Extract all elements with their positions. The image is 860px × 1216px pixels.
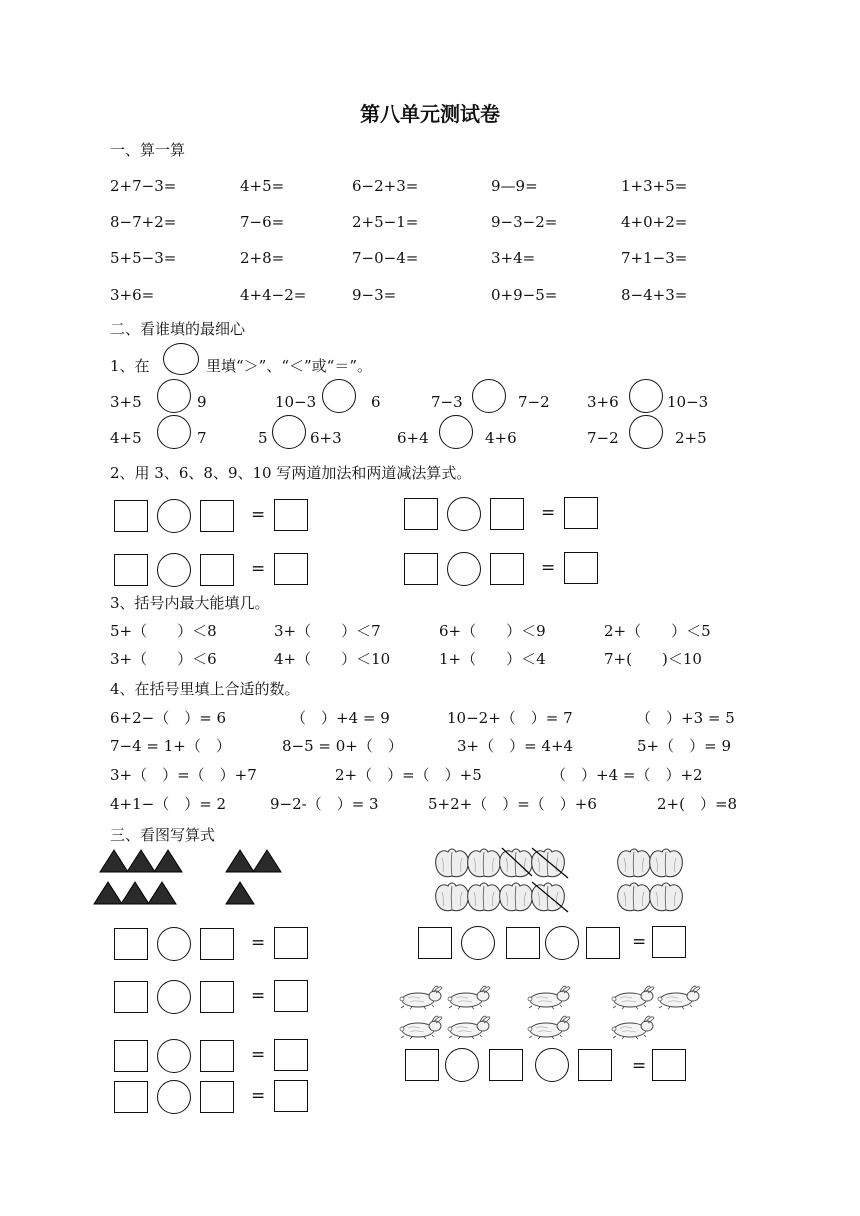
rabbit-icon (528, 1016, 570, 1039)
equals-sign: = (251, 559, 266, 579)
answer-box[interactable] (114, 981, 148, 1013)
comparison-right: 7−2 (518, 393, 550, 411)
section-2-heading: 二、看谁填的最细心 (110, 320, 246, 338)
compare-circle[interactable] (322, 379, 356, 413)
answer-box[interactable] (506, 927, 540, 959)
triangle-icon (100, 850, 128, 872)
answer-box[interactable] (200, 500, 234, 532)
answer-box[interactable] (114, 1081, 148, 1113)
comparison-right: 9 (197, 393, 207, 411)
answer-box[interactable] (578, 1049, 612, 1081)
triangle-icon (94, 882, 122, 904)
operator-circle[interactable] (157, 1039, 191, 1073)
arithmetic-item: 7+1−3= (621, 249, 688, 267)
answer-box[interactable] (652, 926, 686, 958)
compare-circle[interactable] (157, 379, 191, 413)
operator-circle[interactable] (545, 926, 579, 960)
q4-item: 4+1−（ ）= 2 (110, 795, 227, 813)
triangle-icon (121, 882, 149, 904)
compare-circle[interactable] (472, 379, 506, 413)
q4-item: 5+（ ）= 9 (637, 737, 731, 755)
peach-icon (618, 849, 651, 877)
triangles-picture (90, 848, 290, 910)
arithmetic-item: 3+4= (491, 249, 536, 267)
triangle-icon (226, 850, 254, 872)
operator-circle[interactable] (447, 497, 481, 531)
q4-item: 3+（ ）=（ ）+7 (110, 766, 257, 784)
answer-box[interactable] (200, 554, 234, 586)
answer-box[interactable] (114, 928, 148, 960)
arithmetic-item: 7−0−4= (352, 249, 419, 267)
q4-item: （ ）+3 = 5 (636, 709, 735, 727)
rabbit-icon (400, 986, 442, 1009)
arithmetic-item: 9—9= (491, 177, 538, 195)
q4-prompt: 4、在括号里填上合适的数。 (110, 680, 300, 698)
operator-circle[interactable] (447, 552, 481, 586)
sample-circle (163, 343, 199, 375)
operator-circle[interactable] (157, 1080, 191, 1114)
answer-box[interactable] (564, 497, 598, 529)
answer-box[interactable] (652, 1049, 686, 1081)
peach-icon (436, 849, 469, 877)
equals-sign: = (251, 986, 266, 1006)
compare-circle[interactable] (157, 415, 191, 449)
q3-item: 4+（ ）＜10 (274, 650, 391, 668)
answer-box[interactable] (418, 927, 452, 959)
section-1-heading: 一、算一算 (110, 141, 186, 159)
arithmetic-item: 2+7−3= (110, 177, 177, 195)
rabbit-icon (448, 1016, 490, 1039)
arithmetic-item: 8−4+3= (621, 286, 688, 304)
answer-box[interactable] (274, 499, 308, 531)
q4-item: 6+2−（ ）= 6 (110, 709, 227, 727)
answer-box[interactable] (114, 1040, 148, 1072)
arithmetic-item: 5+5−3= (110, 249, 177, 267)
q3-item: 7+( )＜10 (604, 650, 702, 668)
peach-icon (618, 883, 651, 911)
peaches-picture (432, 844, 692, 916)
operator-circle[interactable] (157, 927, 191, 961)
comparison-right: 6 (371, 393, 381, 411)
section-3-heading: 三、看图写算式 (110, 826, 216, 844)
arithmetic-item: 8−7+2= (110, 213, 177, 231)
peach-icon (436, 883, 469, 911)
arithmetic-item: 6−2+3= (352, 177, 419, 195)
operator-circle[interactable] (157, 499, 191, 533)
peach-icon (500, 883, 533, 911)
operator-circle[interactable] (157, 980, 191, 1014)
comparison-right: 7 (197, 429, 207, 447)
triangle-icon (127, 850, 155, 872)
operator-circle[interactable] (157, 553, 191, 587)
q4-item: （ ）+4 =（ ）+2 (551, 766, 703, 784)
q1-prompt-post: 里填“＞”、“＜”或“＝”。 (206, 357, 373, 375)
rabbits-picture (396, 984, 716, 1044)
q3-item: 6+（ ）＜9 (439, 622, 546, 640)
arithmetic-item: 1+3+5= (621, 177, 688, 195)
arithmetic-item: 0+9−5= (491, 286, 558, 304)
equals-sign: = (251, 1086, 266, 1106)
peach-icon (468, 849, 501, 877)
equals-sign: = (251, 933, 266, 953)
answer-box[interactable] (200, 981, 234, 1013)
operator-circle[interactable] (461, 926, 495, 960)
answer-box[interactable] (274, 927, 308, 959)
operator-circle[interactable] (445, 1048, 479, 1082)
arithmetic-item: 4+0+2= (621, 213, 688, 231)
rabbit-icon (528, 986, 570, 1009)
answer-box[interactable] (114, 500, 148, 532)
equals-sign: = (251, 1045, 266, 1065)
operator-circle[interactable] (535, 1048, 569, 1082)
comparison-left: 4+5 (110, 429, 142, 447)
rabbit-icon (612, 1016, 654, 1039)
triangle-icon (253, 850, 281, 872)
arithmetic-item: 2+8= (240, 249, 285, 267)
comparison-right: 10−3 (667, 393, 709, 411)
answer-box[interactable] (200, 928, 234, 960)
rabbit-icon (400, 1016, 442, 1039)
compare-circle[interactable] (439, 415, 473, 449)
q3-item: 1+（ ）＜4 (439, 650, 546, 668)
equals-sign: = (541, 503, 556, 523)
comparison-left: 7−2 (587, 429, 619, 447)
answer-box[interactable] (489, 1049, 523, 1081)
rabbit-icon (612, 986, 654, 1009)
q4-item: 10−2+（ ）= 7 (447, 709, 573, 727)
q4-item: 8−5 = 0+（ ） (282, 737, 403, 755)
q4-item: 3+（ ）= 4+4 (457, 737, 574, 755)
peach-icon (650, 849, 683, 877)
triangle-icon (226, 882, 254, 904)
compare-circle[interactable] (629, 379, 663, 413)
q2-prompt: 2、用 3、6、8、9、10 写两道加法和两道减法算式。 (110, 464, 472, 482)
arithmetic-item: 2+5−1= (352, 213, 419, 231)
comparison-right: 4+6 (485, 429, 517, 447)
q4-item: 2+（ ）=（ ）+5 (335, 766, 482, 784)
answer-box[interactable] (200, 1081, 234, 1113)
peach-icon (650, 883, 683, 911)
q1-prompt-pre: 1、在 (110, 357, 150, 375)
compare-circle[interactable] (629, 415, 663, 449)
answer-box[interactable] (200, 1040, 234, 1072)
answer-box[interactable] (274, 553, 308, 585)
q3-item: 2+（ ）＜5 (604, 622, 711, 640)
q4-item: 9−2-（ ）= 3 (270, 795, 379, 813)
equals-sign: = (632, 932, 647, 952)
compare-circle[interactable] (272, 415, 306, 449)
arithmetic-item: 7−6= (240, 213, 285, 231)
arithmetic-item: 4+4−2= (240, 286, 307, 304)
answer-box[interactable] (490, 553, 524, 585)
answer-box[interactable] (490, 498, 524, 530)
comparison-left: 10−3 (275, 393, 317, 411)
answer-box[interactable] (564, 552, 598, 584)
comparison-left: 3+5 (110, 393, 142, 411)
answer-box[interactable] (274, 1039, 308, 1071)
comparison-left: 5 (258, 429, 268, 447)
arithmetic-item: 9−3−2= (491, 213, 558, 231)
equals-sign: = (632, 1056, 647, 1076)
arithmetic-item: 3+6= (110, 286, 155, 304)
q4-item: 5+2+（ ）=（ ）+6 (428, 795, 597, 813)
q4-item: 7−4 = 1+（ ） (110, 737, 231, 755)
answer-box[interactable] (405, 1049, 439, 1081)
peach-icon (468, 883, 501, 911)
answer-box[interactable] (586, 927, 620, 959)
rabbit-icon (658, 986, 700, 1009)
comparison-left: 7−3 (431, 393, 463, 411)
comparison-left: 3+6 (587, 393, 619, 411)
triangle-icon (148, 882, 176, 904)
q3-item: 3+（ ）＜6 (110, 650, 217, 668)
arithmetic-item: 4+5= (240, 177, 285, 195)
answer-box[interactable] (404, 498, 438, 530)
answer-box[interactable] (114, 554, 148, 586)
comparison-right: 2+5 (675, 429, 707, 447)
triangle-icon (154, 850, 182, 872)
peach-icon (532, 849, 565, 877)
page-title: 第八单元测试卷 (360, 102, 500, 126)
comparison-right: 6+3 (310, 429, 342, 447)
arithmetic-item: 9−3= (352, 286, 397, 304)
peach-icon (532, 883, 565, 911)
q4-item: （ ）+4 = 9 (291, 709, 390, 727)
rabbit-icon (448, 986, 490, 1009)
equals-sign: = (251, 505, 266, 525)
answer-box[interactable] (404, 553, 438, 585)
q4-item: 2+( ）=8 (657, 795, 738, 813)
answer-box[interactable] (274, 980, 308, 1012)
q3-item: 5+（ ）＜8 (110, 622, 217, 640)
equals-sign: = (541, 558, 556, 578)
q3-prompt: 3、括号内最大能填几。 (110, 594, 270, 612)
answer-box[interactable] (274, 1080, 308, 1112)
comparison-left: 6+4 (397, 429, 429, 447)
q3-item: 3+（ ）＜7 (274, 622, 381, 640)
